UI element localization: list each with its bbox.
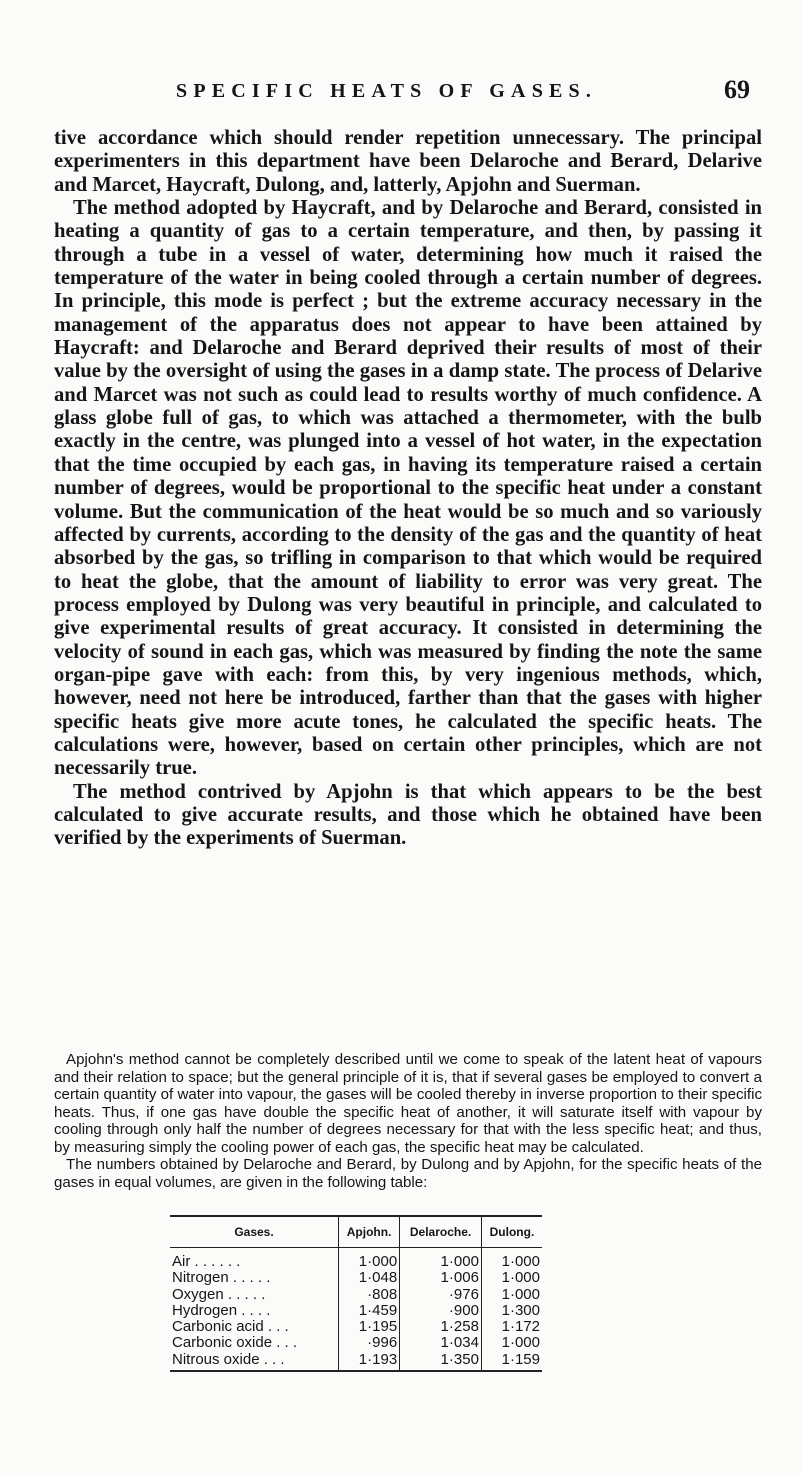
apjohn-value: ·808 xyxy=(339,1287,400,1303)
header-delaroche: Delaroche. xyxy=(400,1216,482,1248)
delaroche-value: 1·350 xyxy=(400,1352,482,1371)
table-row xyxy=(170,1287,542,1303)
apjohn-value: 1·193 xyxy=(339,1352,400,1371)
dulong-value: 1·159 xyxy=(481,1352,542,1371)
delaroche-value: 1·000 xyxy=(400,1248,482,1271)
dulong-value: 1·172 xyxy=(481,1319,542,1335)
apjohn-value: 1·048 xyxy=(339,1270,400,1286)
table-row xyxy=(170,1248,542,1271)
gas-name: Carbonic acid . . . xyxy=(172,1318,289,1336)
header-apjohn: Apjohn. xyxy=(339,1216,400,1248)
gas-name: Hydrogen . . . . xyxy=(172,1301,271,1319)
table-header-row xyxy=(170,1216,542,1248)
dulong-value: 1·000 xyxy=(481,1287,542,1303)
delaroche-value: 1·034 xyxy=(400,1335,482,1351)
small-paragraph: Apjohn's method cannot be completely described until we come to speak of the latent heat of vapours and their relation to space; but the general principle of it is, that if several gases be employed to convert a certain quantity of water into vapour, the gases will be cooled thereby in inverse proportion to their specific heats. Thus, if one gas have double the specific heat of another, it will saturate itself with vapour by cooling through only half the number of degrees necessary for that with the less specific heat; and thus, by measuring simply the cooling power of each gas, the specific heat may be calculated. xyxy=(54,1051,762,1156)
running-head: SPECIFIC HEATS OF GASES. xyxy=(176,80,598,102)
apjohn-value: ·996 xyxy=(339,1335,400,1351)
specific-heat-table-container xyxy=(170,1215,542,1372)
delaroche-value: 1·258 xyxy=(400,1319,482,1335)
apjohn-value: 1·000 xyxy=(339,1248,400,1271)
gas-name: Nitrogen . . . . . xyxy=(172,1269,271,1287)
paragraph: The method contrived by Apjohn is that which appears to be the best calculated to give accurate results, and those which he obtained have been verified by the experiments of Suerman. xyxy=(54,780,762,850)
page-number: 69 xyxy=(724,75,750,104)
header-dulong: Dulong. xyxy=(481,1216,542,1248)
dulong-value: 1·000 xyxy=(481,1270,542,1286)
paragraph: tive accordance which should render repetition unnecessary. The principal experimenters in this department have been Delaroche and Berard, Delarive and Marcet, Haycraft, Dulong, and, latterly, Apjohn and Suerman. xyxy=(54,127,762,196)
gas-name: Oxygen . . . . . xyxy=(172,1285,266,1303)
table-row xyxy=(170,1270,542,1286)
table-row xyxy=(170,1335,542,1351)
apjohn-value: 1·195 xyxy=(339,1319,400,1335)
small-print-text xyxy=(54,1051,762,1191)
gas-name: Air . . . . . . xyxy=(172,1253,241,1270)
dulong-value: 1·000 xyxy=(481,1335,542,1351)
delaroche-value: 1·006 xyxy=(400,1270,482,1286)
dulong-value: 1·300 xyxy=(481,1303,542,1319)
specific-heat-table xyxy=(170,1215,542,1372)
table-row xyxy=(170,1303,542,1319)
paragraph: The method adopted by Haycraft, and by Delaroche and Berard, consisted in heating a quantity of gas to a certain temperature, and then, by passing it through a tube in a vessel of water, determining how much it raised the temperature of the water in being cooled through a certain number of degrees. In principle, this mode is perfect ; but the extreme accuracy necessary in the management of the apparatus does not appear to have been attained by Haycraft: and Delaroche and Berard deprived their results of most of their value by the oversight of using the gases in a damp state. The process of Delarive and Marcet was not such as could lead to results worthy of much confidence. A glass globe full of gas, to which was attached a thermometer, with the bulb exactly in the centre, was plunged into a vessel of hot water, in the expectation that the time occupied by each gas, in having its temperature raised a certain number of degrees, would be proportional to the specific heat under a constant volume. But the communication of the heat would be so much and so variously affected by currents, according to the density of the gas and the quantity of heat absorbed by the gas, so trifling in comparison to that which would be required to heat the globe, that the amount of liability to error was very great. The process employed by Dulong was very beautiful in principle, and calculated to give experimental results of great accuracy. It consisted in determining the velocity of sound in each gas, which was measured by finding the note the same organ-pipe gave with each: from this, by very ingenious methods, which, however, need not here be introduced, farther than that the gases with higher specific heats give more acute tones, he calculated the specific heats. The calculations were, however, based on certain other principles, which are not necessarily true. xyxy=(54,197,762,780)
gas-name: Nitrous oxide . . . xyxy=(172,1350,285,1368)
dulong-value: 1·000 xyxy=(481,1248,542,1271)
delaroche-value: ·900 xyxy=(400,1303,482,1319)
small-paragraph: The numbers obtained by Delaroche and Berard, by Dulong and by Apjohn, for the specific heats of the gases in equal volumes, are given in the following table: xyxy=(54,1156,762,1191)
gas-name: Carbonic oxide . . . xyxy=(172,1334,298,1352)
delaroche-value: ·976 xyxy=(400,1287,482,1303)
table-row xyxy=(170,1352,542,1371)
main-text xyxy=(54,127,762,851)
apjohn-value: 1·459 xyxy=(339,1303,400,1319)
table-row xyxy=(170,1319,542,1335)
header-gases: Gases. xyxy=(170,1216,339,1248)
